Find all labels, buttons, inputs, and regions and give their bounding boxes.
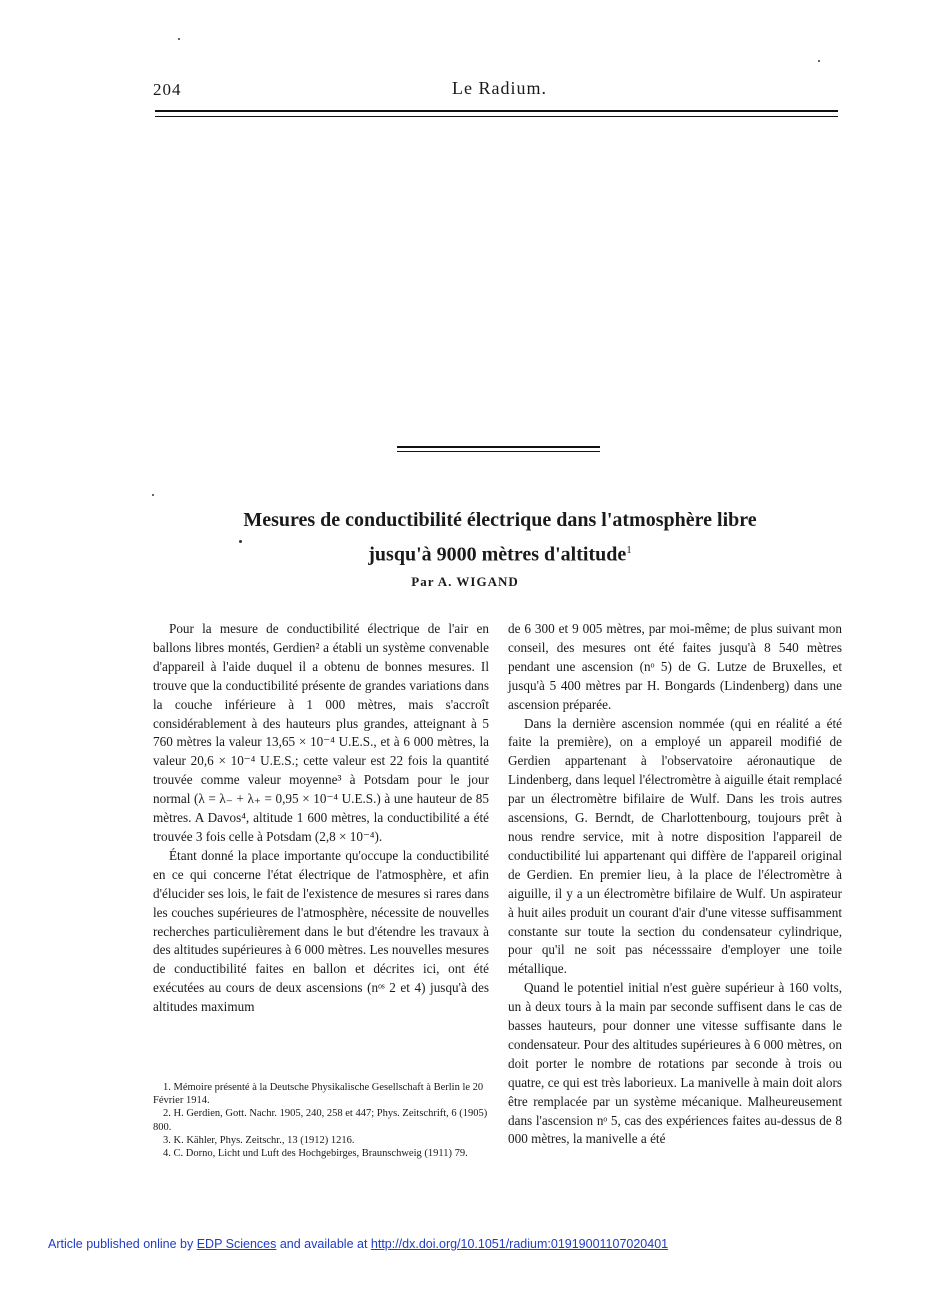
scan-speck [239, 540, 242, 543]
credit-middle: and available at [276, 1237, 371, 1251]
article-title-line2-text: jusqu'à 9000 mètres d'altitude [368, 543, 627, 566]
footnote: 1. Mémoire présenté à la Deutsche Physikalische Gesellschaft à Berlin le 20 Février 1914. [153, 1082, 484, 1107]
title-separator-bottom [397, 451, 600, 452]
body-paragraph: Dans la dernière ascension nommée (qui en réalité a été faite la première), on a employé un appareil modifié de Gerdien appartenant à l'observatoire aéronautique de Lindenberg, dans lequel l'électromètre à aiguille était remplacé par un électromètre bifilaire de Wulf. Dans les trois autres ascensions, G. Berndt, de Charlottenbourg, toujours prêt à nous rendre service, mit à notre disposition l'appareil de conductibilité lui appartenant qui diffère de l'appareil original de Gerdien. En premier lieu, à la place de l'électromètre à aiguille, il y a un électromètre bifilaire de Wulf. Un aspirateur à huit ailes produit un courant d'air d'une vitesse suffisamment constante sur toute la section du condensateur cylindrique, pour qu'il ne soit pas nécesssaire d'employer une toile métallique. [508, 715, 842, 977]
byline: Par A. WIGAND [411, 574, 519, 589]
scan-speck [152, 494, 154, 496]
credit-prefix: Article published online by [48, 1237, 197, 1251]
footnotes [153, 1081, 489, 1160]
scan-speck [818, 60, 820, 62]
title-footnote-mark: 1 [626, 544, 632, 556]
header-rule-top [155, 110, 838, 112]
doi-link[interactable]: http://dx.doi.org/10.1051/radium:01919001107020401 [370, 1237, 669, 1251]
article-title-line2 [120, 535, 880, 570]
article-title-line1: Mesures de conductibilité électrique dans l'atmosphère libre [243, 509, 757, 531]
footnote: 3. K. Kähler, Phys. Zeitschr., 13 (1912) 1216. [163, 1134, 355, 1146]
footnote: 4. C. Dorno, Licht und Luft des Hochgebirges, Braunschweig (1911) 79. [163, 1148, 468, 1160]
body-paragraph: de 6 300 et 9 005 mètres, par moi-même; de plus suivant mon conseil, des mesures ont été faites jusqu'à 8 540 mètres pendant une ascension (nᵒ 5) de G. Lutze de Bruxelles, et jusqu'à 5 400 mètres par H. Bongards (Lindenberg) dans une ascension préparée. [508, 621, 842, 712]
left-column [153, 620, 489, 1017]
article-title [120, 505, 880, 570]
publisher-link[interactable]: EDP Sciences [196, 1237, 277, 1251]
publication-credit [48, 1237, 668, 1251]
right-column [508, 620, 842, 1149]
footnote: 2. H. Gerdien, Gott. Nachr. 1905, 240, 258 et 447; Phys. Zeitschrift, 6 (1905) 800. [153, 1108, 488, 1133]
page-number: 204 [153, 80, 182, 99]
body-paragraph: Pour la mesure de conductibilité électrique de l'air en ballons libres montés, Gerdien² a établi un système convenable d'appareil à l'aide duquel il a obtenu de bonnes mesures. Il trouve que la conductibilité présente de grandes variations dans la couche inférieure à 1 000 mètres, mais s'accroît considérablement à des hauteurs plus grandes, atteignant à 5 760 mètres la valeur 13,65 × 10⁻⁴ U.E.S., et à 6 000 mètres, la valeur 20,6 × 10⁻⁴ U.E.S.; cette valeur est 22 fois la quantité trouvée comme valeur moyenne³ à Potsdam pour le jour normal (λ = λ₋ + λ₊ = 0,95 × 10⁻⁴ U.E.S.) à une hauteur de 85 mètres. A Davos⁴, altitude 1 600 mètres, la conductibilité a été trouvée 3 fois celle à Potsdam (2,8 × 10⁻⁴). [153, 621, 489, 844]
running-title: Le Radium. [452, 78, 547, 98]
body-paragraph: Étant donné la place importante qu'occupe la conductibilité en ce qui concerne l'état électrique de l'atmosphère, et afin d'élucider ses lois, le fait de l'existence de mesures si rares dans les couches supérieures de l'atmosphère, nécessite de nouvelles recherches particulièrement dans le but d'étendre les travaux à des altitudes supérieures à 6 000 mètres. Les nouvelles mesures de conductibilité faites en ballon et décrites ici, ont été exécutées au cours de deux ascensions (nᵒˢ 2 et 4) jusqu'à des altitudes maximum [153, 847, 489, 1015]
title-separator-top [397, 446, 600, 448]
body-paragraph: Quand le potentiel initial n'est guère supérieur à 160 volts, un à deux tours à la main par seconde suffisent dans le cas de basses hauteurs, pour donner une vitesse suffisante dans le condensateur. Pour des altitudes supérieures à 6 000 mètres, on doit porter le nombre de rotations par seconde à trois ou quatre, ce qui est très laborieux. La manivelle à main doit alors être remplacée par un système mécanique. Malheureusement dans l'ascension nᵒ 5, cas des expériences faites au-dessus de 8 000 mètres, la manivelle a été [508, 980, 842, 1147]
header-rule-bottom [155, 116, 838, 117]
scan-speck [178, 38, 180, 40]
